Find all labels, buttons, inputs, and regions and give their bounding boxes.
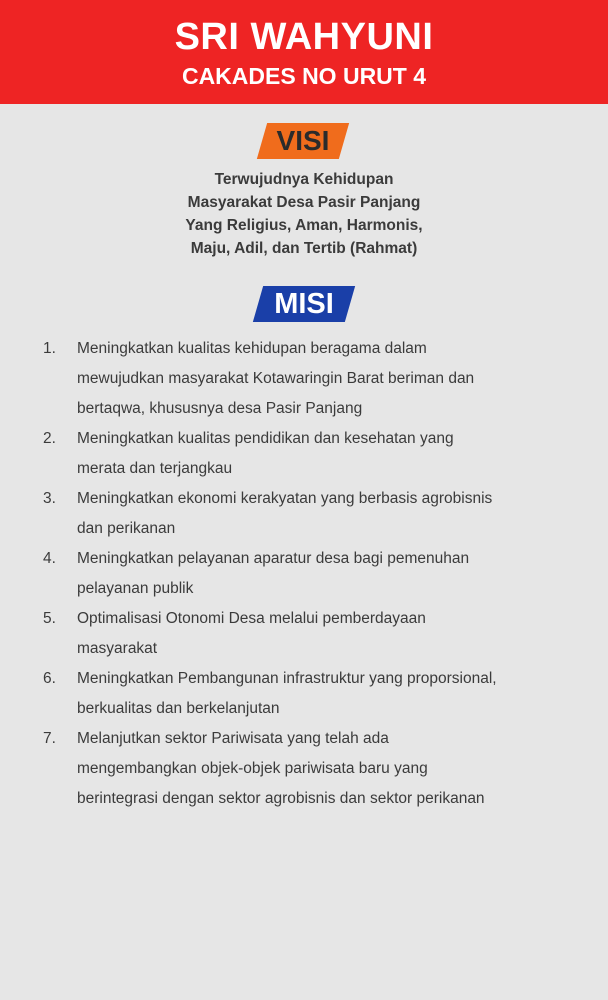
list-item-line: Meningkatkan Pembangunan infrastruktur yang proporsional, <box>77 670 497 687</box>
list-item-line: Meningkatkan kualitas pendidikan dan kesehatan yang <box>77 430 454 447</box>
visi-line: Masyarakat Desa Pasir Panjang <box>187 194 421 211</box>
list-item <box>40 424 580 484</box>
list-item-line: berkualitas dan berkelanjutan <box>77 700 280 717</box>
list-item <box>40 664 580 724</box>
list-item-line: Meningkatkan kualitas kehidupan beragama dalam <box>77 340 427 357</box>
list-item-line: Optimalisasi Otonomi Desa melalui pemberdayaan <box>77 610 426 627</box>
visi-statement <box>100 168 508 260</box>
visi-heading: VISI <box>276 125 330 156</box>
list-item <box>40 604 580 664</box>
list-item-number: 7. <box>43 730 56 747</box>
list-item-line: berintegrasi dengan sektor agrobisnis dan sektor perikanan <box>77 790 485 807</box>
list-item-line: Melanjutkan sektor Pariwisata yang telah ada <box>77 730 389 747</box>
list-item-number: 1. <box>43 340 56 357</box>
list-item-line: merata dan terjangkau <box>77 460 233 477</box>
list-item-line: mengembangkan objek-objek pariwisata baru yang <box>77 760 428 777</box>
candidate-number: CAKADES NO URUT 4 <box>181 63 427 89</box>
list-item-line: Meningkatkan ekonomi kerakyatan yang berbasis agrobisnis <box>77 490 493 507</box>
list-item-number: 4. <box>43 550 56 567</box>
misi-heading: MISI <box>274 288 334 320</box>
header-banner <box>0 0 608 104</box>
visi-line: Terwujudnya Kehidupan <box>214 171 394 188</box>
list-item-number: 6. <box>43 670 56 687</box>
visi-line: Yang Religius, Aman, Harmonis, <box>185 217 423 234</box>
visi-line: Maju, Adil, dan Tertib (Rahmat) <box>190 240 418 257</box>
list-item <box>40 544 580 604</box>
misi-badge <box>258 286 350 322</box>
list-item <box>40 724 580 814</box>
list-item <box>40 484 580 544</box>
misi-list <box>40 334 580 814</box>
list-item <box>40 334 580 424</box>
list-item-number: 3. <box>43 490 56 507</box>
list-item-line: pelayanan publik <box>77 580 194 597</box>
list-item-number: 5. <box>43 610 56 627</box>
list-item-line: dan perikanan <box>77 520 176 537</box>
list-item-line: Meningkatkan pelayanan aparatur desa bagi pemenuhan <box>77 550 470 567</box>
visi-badge <box>262 123 344 159</box>
list-item-line: mewujudkan masyarakat Kotawaringin Barat beriman dan <box>77 370 475 387</box>
list-item-line: bertaqwa, khususnya desa Pasir Panjang <box>77 400 363 417</box>
candidate-name: SRI WAHYUNI <box>174 16 434 58</box>
list-item-number: 2. <box>43 430 56 447</box>
list-item-line: masyarakat <box>77 640 158 657</box>
